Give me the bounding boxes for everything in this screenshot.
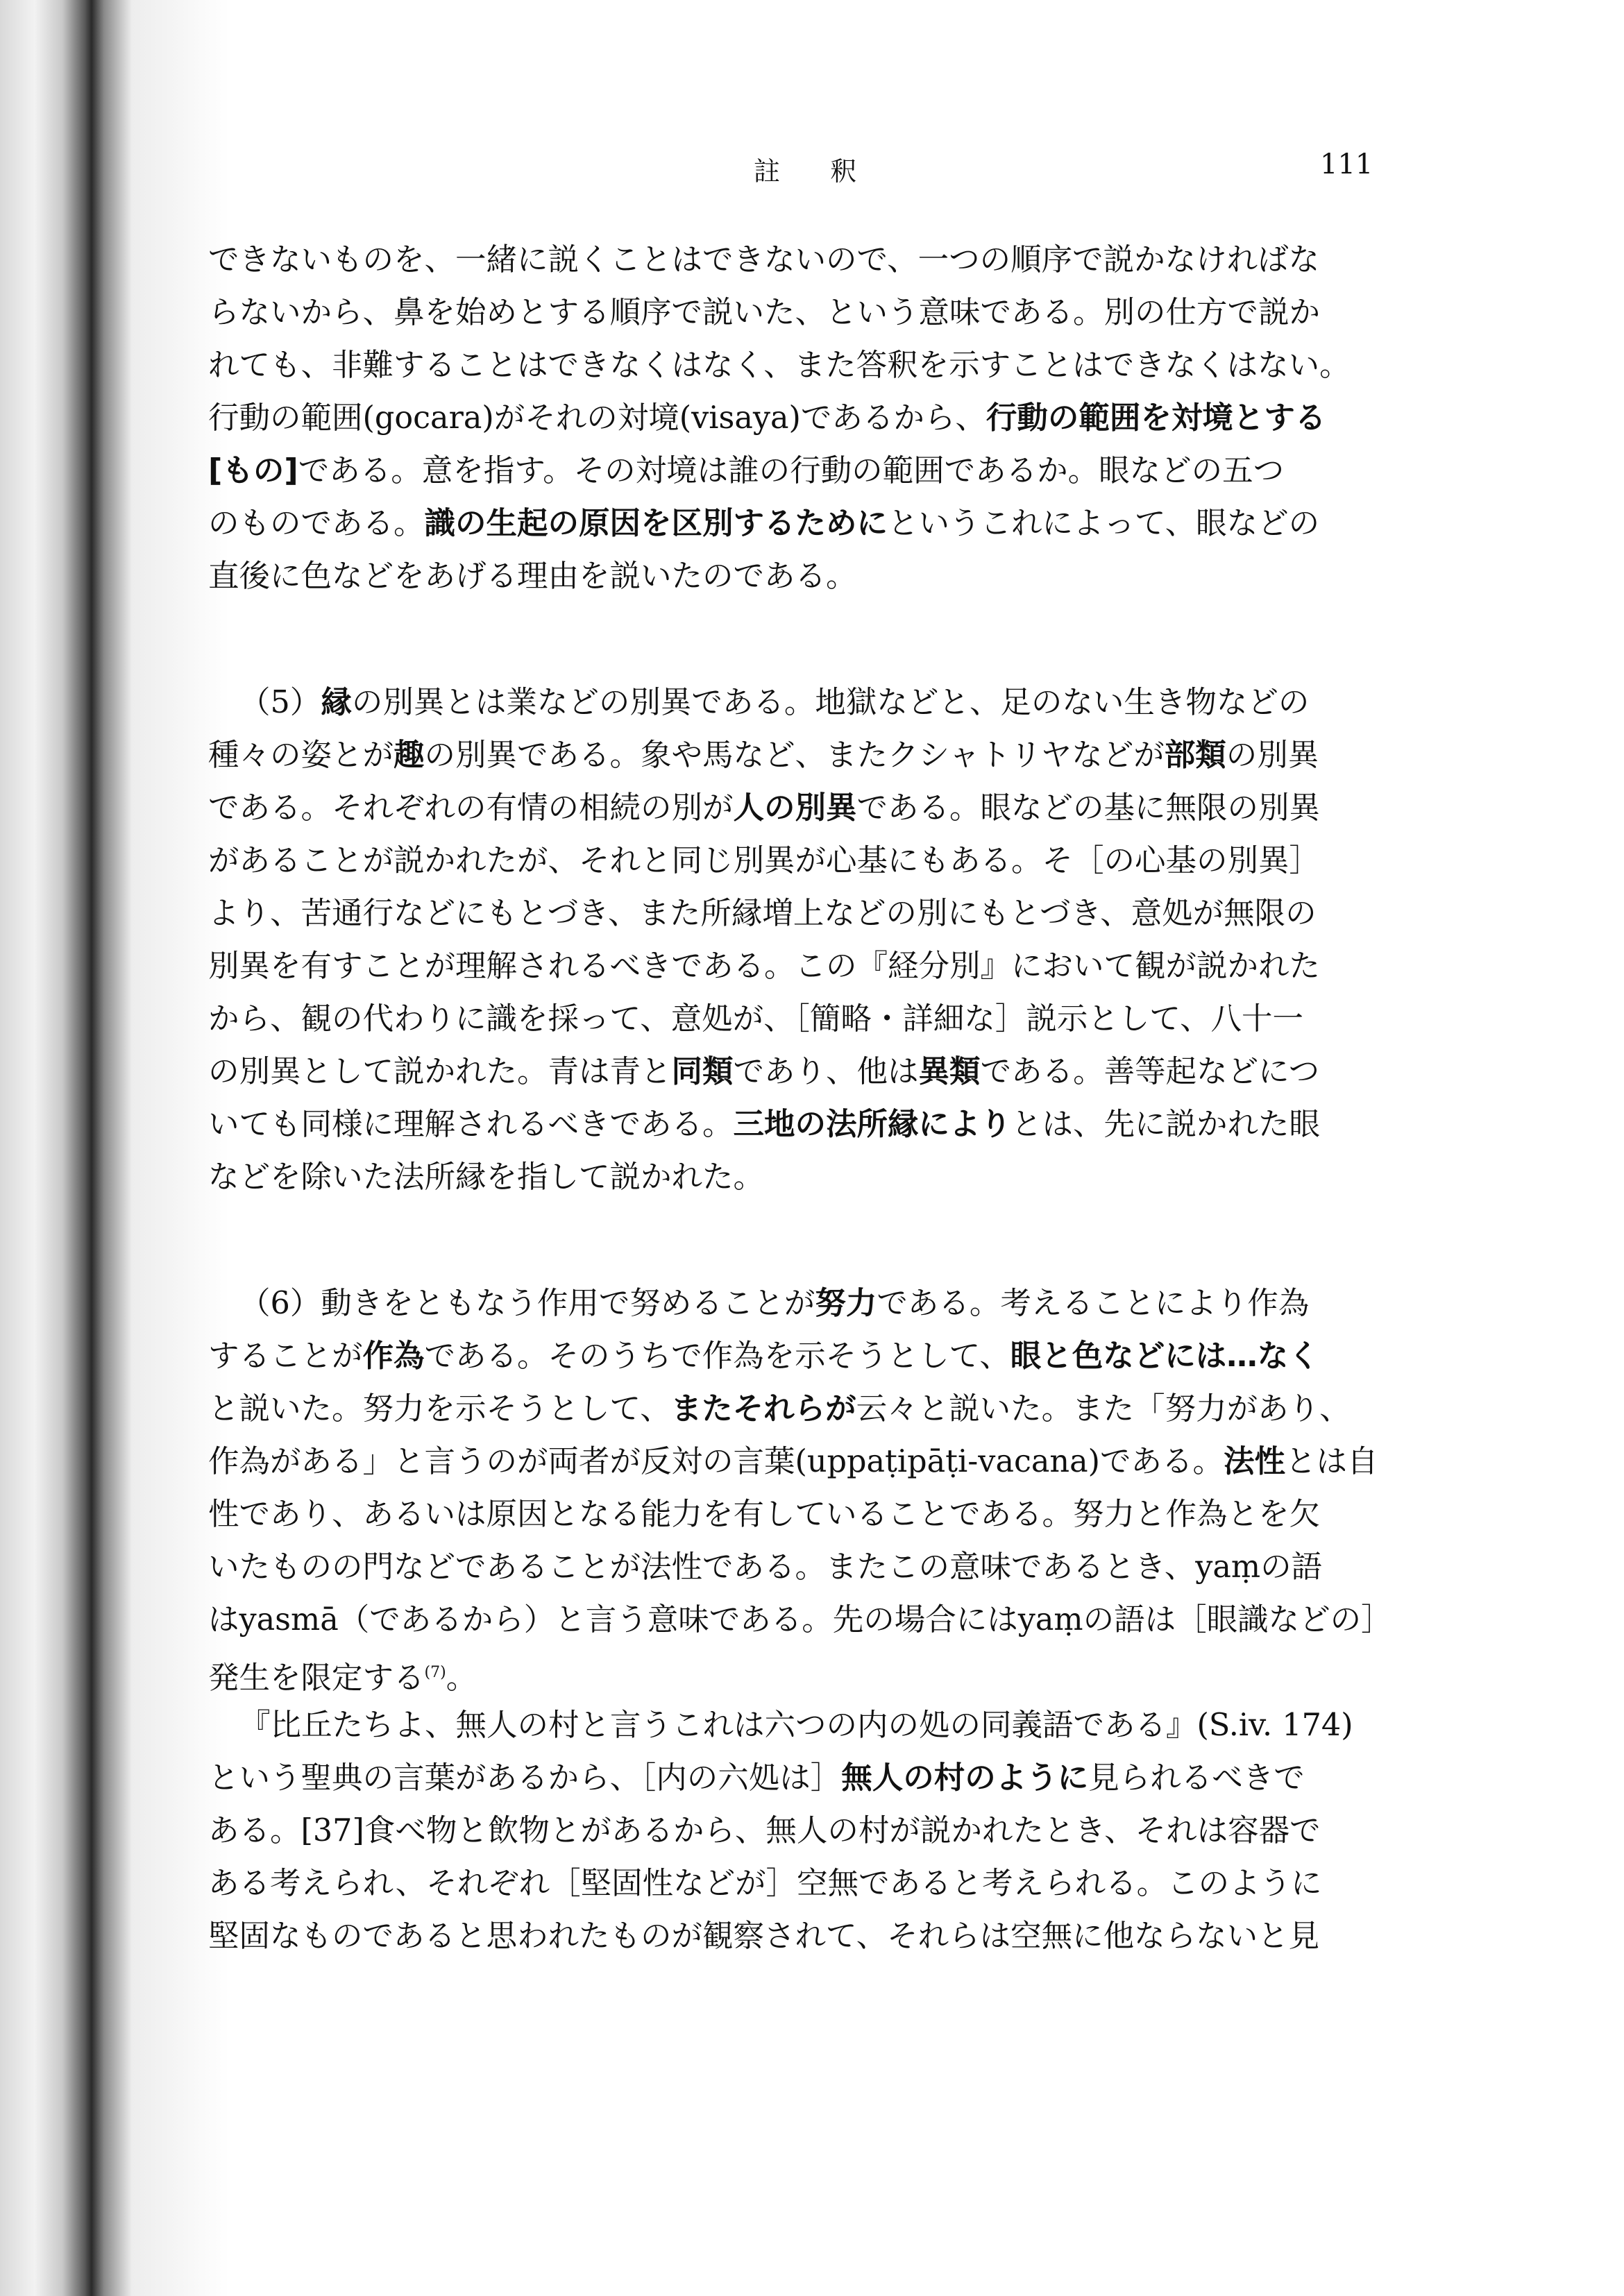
- text-run: 直後に色などをあげる理由を説いたのである。: [208, 559, 857, 594]
- text-line: [208, 1388, 1351, 1430]
- text-line: [208, 556, 857, 597]
- text-run: できないものを、一緒に説くことはできないので、一つの順序で説かなければな: [208, 242, 1320, 278]
- text-run: であり、他は: [733, 1054, 919, 1089]
- text-line: [208, 840, 1320, 882]
- text-run: とは、先に説かれた眼: [1011, 1107, 1321, 1142]
- text-line: [208, 1916, 1319, 1957]
- text-run: である。そのうちで作為を示そうとして、: [424, 1338, 1010, 1374]
- bold-term: 趣: [394, 738, 425, 773]
- text-line: [208, 1863, 1322, 1905]
- text-line: [208, 292, 1320, 334]
- text-run: （6）動きをともなう作用で努めることが: [239, 1286, 815, 1321]
- bold-term: 縁: [321, 685, 352, 720]
- bold-term: 眼と色などには…なく: [1010, 1338, 1319, 1374]
- text-line: [208, 735, 1319, 776]
- bold-term: 部類: [1164, 738, 1226, 773]
- text-run: があることが説かれたが、それと同じ別異が心基にもある。そ［の心基の別異］: [208, 843, 1321, 878]
- text-run: することが: [208, 1338, 363, 1374]
- text-run: である。眼などの基に無限の別異: [856, 790, 1321, 826]
- text-run: らないから、鼻を始めとする順序で説いた、という意味である。別の仕方で説か: [208, 295, 1321, 330]
- text-line: [208, 1051, 1319, 1093]
- text-line: [208, 1441, 1378, 1483]
- text-line: [208, 1810, 1321, 1852]
- text-line: [208, 1157, 764, 1198]
- bold-term: 三地の法所縁により: [733, 1107, 1012, 1142]
- text-line: [208, 1494, 1320, 1536]
- text-run: 作為がある」と言うのが両者が反対の言葉(uppaṭipāṭi-vacana)である。: [208, 1444, 1224, 1479]
- bold-term: [もの]: [208, 453, 298, 488]
- text-run: の別異: [1226, 738, 1319, 773]
- text-run: れても、非難することはできなくはなく、また答釈を示すことはできなくはない。: [208, 348, 1351, 383]
- text-run: 発生を限定する: [208, 1660, 425, 1696]
- page-number: 111: [1320, 148, 1373, 180]
- text-run: の別異とは業などの別異である。地獄などと、足のない生き物などの: [351, 685, 1310, 720]
- text-line: [208, 1652, 477, 1694]
- text-line: [208, 1599, 1392, 1641]
- text-run: という聖典の言葉があるから、［内の六処は］: [208, 1760, 842, 1796]
- text-run: である。意を指す。その対境は誰の行動の範囲であるか。眼などの五つ: [298, 453, 1285, 488]
- text-run: というこれによって、眼などの: [888, 506, 1320, 541]
- bold-term: 無人の村のように: [841, 1760, 1089, 1796]
- text-line: [208, 998, 1303, 1040]
- bold-term: またそれらが: [670, 1391, 856, 1427]
- text-run: 堅固なものであると思われたものが観察されて、それらは空無に他ならないと見: [208, 1919, 1320, 1954]
- text-run: である。それぞれの有情の相続の別が: [208, 790, 734, 826]
- bold-term: 法性: [1223, 1444, 1285, 1479]
- text-run: いても同様に理解されるべきである。: [208, 1107, 734, 1142]
- text-run: ある考えられ、それぞれ［堅固性などが］空無であると考えられる。このように: [208, 1866, 1322, 1901]
- text-run: 別異を有すことが理解されるべきである。この『経分別』において観が説かれた: [208, 949, 1321, 984]
- bold-term: 同類: [671, 1054, 734, 1089]
- text-line: [239, 682, 1309, 724]
- text-line: [208, 1104, 1320, 1146]
- text-run: 『比丘たちよ、無人の村と言うこれは六つの内の処の同義語である』(S.iv. 174): [239, 1708, 1353, 1743]
- text-line: [208, 1547, 1322, 1588]
- text-line: [208, 239, 1319, 281]
- bold-term: 作為: [362, 1338, 425, 1374]
- text-run: より、苦通行などにもとづき、また所縁増上などの別にもとづき、意処が無限の: [208, 896, 1317, 931]
- text-run: の別異である。象や馬など、またクシャトリヤなどが: [424, 738, 1165, 773]
- text-run: などを除いた法所縁を指して説かれた。: [208, 1159, 765, 1195]
- text-line: [239, 1283, 1309, 1325]
- bold-term: 努力: [815, 1286, 877, 1321]
- text-line: [208, 450, 1284, 492]
- text-line: [208, 345, 1351, 386]
- text-line: [208, 503, 1319, 545]
- bold-term: 人の別異: [733, 790, 857, 826]
- text-line: [208, 1758, 1305, 1799]
- text-run: である。考えることにより作為: [877, 1286, 1310, 1321]
- text-run: 見られるべきで: [1088, 1760, 1305, 1796]
- text-run: 云々と説いた。また「努力があり、: [856, 1391, 1351, 1427]
- text-run: から、観の代わりに識を採って、意処が、［簡略・詳細な］説示として、八十一: [208, 1001, 1303, 1037]
- text-run: 。: [446, 1660, 477, 1696]
- text-run: 種々の姿とが: [208, 738, 394, 773]
- text-run: はyasmā（であるから）と言う意味である。先の場合にはyaṃの語は［眼識などの］: [208, 1602, 1392, 1638]
- text-run: である。善等起などにつ: [980, 1054, 1320, 1089]
- text-run: 性であり、あるいは原因となる能力を有していることである。努力と作為とを欠: [208, 1497, 1321, 1532]
- text-line: [208, 893, 1317, 935]
- bold-term: 行動の範囲を対境とする: [986, 400, 1326, 436]
- footnote-marker: (7): [424, 1664, 446, 1681]
- text-run: と説いた。努力を示そうとして、: [208, 1391, 671, 1427]
- text-line: [208, 788, 1320, 829]
- text-run: いたものの門などであることが法性である。またこの意味であるとき、yaṃの語: [208, 1549, 1323, 1585]
- text-run: の別異として説かれた。青は青と: [208, 1054, 672, 1089]
- text-line: [208, 398, 1326, 439]
- text-run: （5）: [239, 685, 321, 720]
- text-run: ある。[37]食べ物と飲物とがあるから、無人の村が説かれたとき、それは容器で: [208, 1813, 1321, 1848]
- text-run: 行動の範囲(gocara)がそれの対境(visaya)であるから、: [208, 400, 986, 436]
- text-line: [208, 946, 1320, 987]
- text-run: のものである。: [208, 506, 425, 541]
- bold-term: 識の生起の原因を区別するために: [424, 506, 888, 541]
- text-line: [208, 1336, 1319, 1377]
- bold-term: 異類: [918, 1054, 981, 1089]
- text-line: [239, 1705, 1353, 1746]
- scan-binding-shadow: [0, 0, 229, 2296]
- text-run: とは自: [1285, 1444, 1378, 1479]
- running-header: 註 釈: [754, 156, 878, 187]
